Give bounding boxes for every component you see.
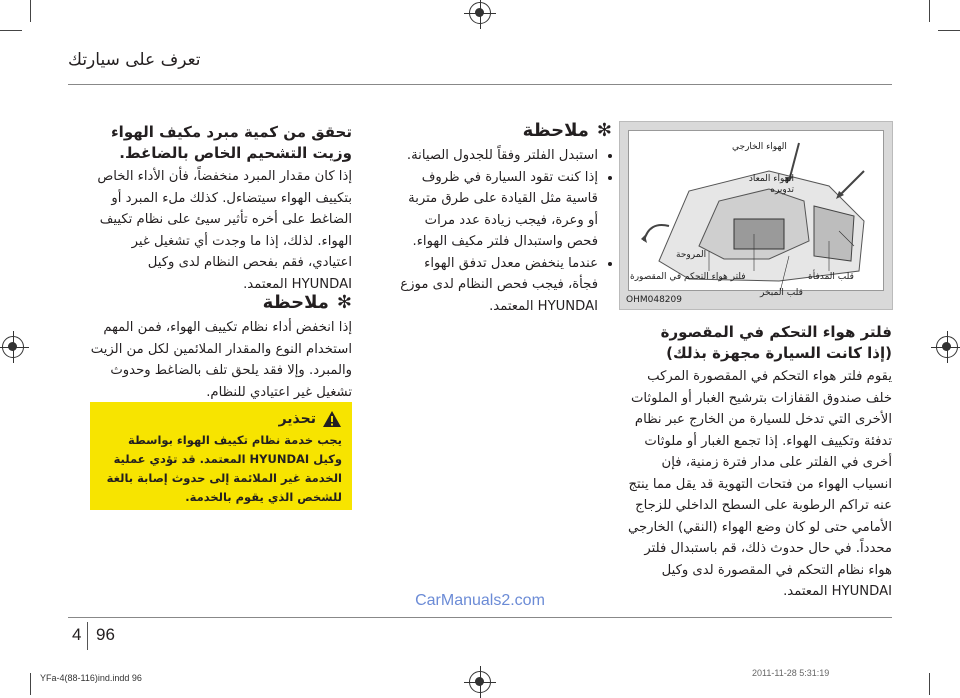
print-slug: YFa-4(88-116)ind.indd 96 xyxy=(40,673,142,683)
note-title-text: ملاحظة xyxy=(262,292,329,313)
label-outside-air: الهواء الخارجي xyxy=(732,142,787,152)
crop-mark xyxy=(30,0,31,22)
crop-mark xyxy=(938,30,960,31)
section-paragraph: يقوم فلتر هواء التحكم في المقصورة المركب خلف صندوق القفازات بترشيح الغبار أو الملوثات الأخرى التي تدخل للسيارة من الخارج عبر نظام تدفئة وتكييف الهواء. إذا تجمع الغبار أو ملوثات أخرى في الفلتر على مدار فترة زمنية، فإن انسياب الهواء من فتحات التهوية قد يقل مما ينتج عنه تراكم الرطوبة على السطح الداخلي للزجاج الأمامي حتى لو كان وضع الهواء (النقي) الخارجي محدداً. في حال حدوث ذلك، قم باستبدال فلتر هواء نظام التحكم في المقصورة لدى وكيل HYUNDAI المعتمد. xyxy=(628,369,892,599)
hvac-unit-drawing xyxy=(629,131,884,291)
crop-mark xyxy=(0,30,22,31)
registration-mark-icon xyxy=(2,336,24,358)
section-paragraph: إذا كان مقدار المبرد منخفضاً، فأن الأداء الخاص بتكييف الهواء سيتضاءل. كذلك ملء المبرد أو الضاغط على أخره تأثير سيئ على نظام تكييف الهواء. لذلك، إذا ما وجدت أي تشغيل غير اعتيادي، فقم بفحص النظام لدى وكيل HYUNDAI المعتمد. xyxy=(97,169,352,292)
page-number-divider xyxy=(87,622,88,650)
label-recirculated-air: الهواء المعاد تدويره xyxy=(748,174,794,195)
list-item: • إذا كنت تقود السيارة في ظروف قاسية مثل القيادة على طرق متربة أو وعرة، فيجب زيادة عدد مرات فحص واستبدال فلتر مكيف الهواء. xyxy=(400,167,598,253)
label-heater-core: قلب المدفأة xyxy=(808,272,854,282)
warning-title xyxy=(100,410,342,428)
footer-rule xyxy=(68,617,892,618)
crop-mark xyxy=(929,673,930,695)
refrigerant-section xyxy=(90,122,352,295)
filter-diagram xyxy=(619,121,893,310)
note-bullet-list xyxy=(400,145,612,317)
label-climate-filter: فلتر هواء التحكم في المقصورة xyxy=(630,272,746,282)
crop-mark xyxy=(30,673,31,695)
note-title xyxy=(90,292,352,313)
warning-triangle-icon xyxy=(322,410,342,428)
diagram-image xyxy=(628,130,884,291)
asterisk-icon: ✻ xyxy=(596,120,612,141)
figure-id: OHM048209 xyxy=(626,295,682,305)
asterisk-icon: ✻ xyxy=(336,292,352,313)
note-paragraph: إذا انخفض أداء نظام تكييف الهواء، فمن المهم استخدام النوع والمقدار الملائمين لكل من الزيت والمبرد. وإلا فقد يلحق تلف بالضاغط وحدوث تشغيل غير اعتيادي للنظام. xyxy=(90,320,352,400)
note-title xyxy=(400,120,612,141)
warning-box xyxy=(90,402,352,510)
registration-mark-icon xyxy=(469,2,491,24)
section-subheading: (إذا كانت السيارة مجهزة بذلك) xyxy=(666,344,892,362)
section-heading: فلتر هواء التحكم في المقصورة xyxy=(660,323,892,341)
crop-mark xyxy=(929,0,930,22)
note-title-text: ملاحظة xyxy=(522,120,589,141)
section-heading: تحقق من كمية مبرد مكيف الهواء وزيت التشحيم الخاص بالضاغط. xyxy=(111,123,352,162)
page-number: 96 xyxy=(96,625,115,644)
chapter-number: 4 xyxy=(72,625,82,644)
filter-section xyxy=(620,322,892,603)
label-blower: المروحة xyxy=(676,250,707,260)
watermark-link[interactable]: CarManuals2.com xyxy=(415,592,545,609)
warning-title-text: تحذير xyxy=(278,411,316,427)
registration-mark-icon xyxy=(469,671,491,693)
list-item: • عندما ينخفض معدل تدفق الهواء فجأة، فيجب فحص النظام لدى موزع HYUNDAI المعتمد. xyxy=(400,253,598,318)
note-block-right xyxy=(400,120,612,317)
label-evaporator-core: قلب المبخر xyxy=(760,288,803,298)
registration-mark-icon xyxy=(936,336,958,358)
page-header-title: تعرف على سيارتك xyxy=(68,50,201,70)
list-item: • استبدل الفلتر وفقاً للجدول الصيانة. xyxy=(400,145,598,167)
warning-text: يجب خدمة نظام تكييف الهواء بواسطة وكيل HYUNDAI المعتمد. قد تؤدي عملية الخدمة غير الملائمة إلى حدوث إصابة بالغة للشخص الذي يقوم بالخدمة. xyxy=(106,433,342,504)
print-timestamp: 2011-11-28 5:31:19 xyxy=(752,668,830,678)
note-block-left xyxy=(90,292,352,403)
header-rule xyxy=(68,84,892,85)
